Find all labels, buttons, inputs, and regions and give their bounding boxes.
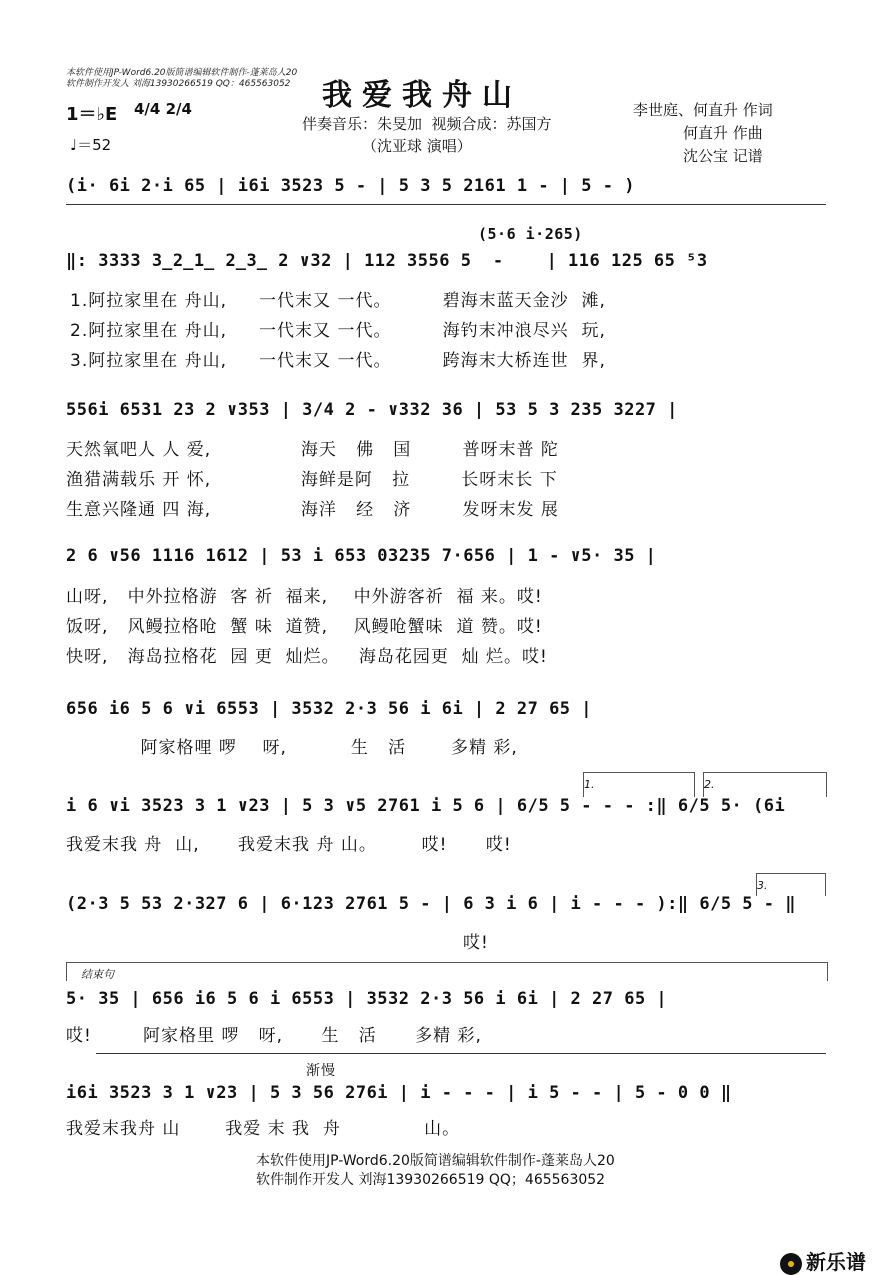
- system-rule: [66, 204, 826, 205]
- notation-system-3: 556i 6531 23 2 ∨353 | 3/4 2 - ∨332 36 | 53 5 3 235 3227 |: [66, 400, 678, 420]
- lyric-line: 山呀, 中外拉格游 客 祈 福来, 中外游客祈 福 来。哎!: [66, 587, 543, 607]
- lyric-line: 快呀, 海岛拉格花 园 更 灿烂。 海岛花园更 灿 烂。哎!: [66, 647, 548, 667]
- notation-system-4: 2 6 ∨56 1116 1612 | 53 i 653 03235 7·656 | 1 - ∨5· 35 |: [66, 546, 657, 566]
- lyric-line: 1.阿拉家里在 舟山, 一代末又 一代。 碧海末蓝天金沙 滩,: [70, 291, 606, 311]
- first-ending-bracket: [583, 772, 695, 797]
- lyric-line: 3.阿拉家里在 舟山, 一代末又 一代。 跨海末大桥连世 界,: [70, 351, 606, 371]
- second-ending-bracket: [703, 772, 827, 797]
- lyric-line: 饭呀, 风鳗拉格呛 蟹 味 道赞, 风鳗呛蟹味 道 赞。哎!: [66, 617, 543, 637]
- ritardando-mark: 渐慢: [306, 1063, 336, 1079]
- lyric-line: 生意兴隆通 四 海, 海洋 经 济 发呀末发 展: [66, 500, 559, 520]
- composer-credit: 何直升 作曲: [683, 124, 763, 142]
- lyricist-credit: 李世庭、何直升 作词: [633, 101, 773, 119]
- notation-system-2: ‖: 3333 3̲2̲1̲ 2̲3̲ 2 ∨32 | 112 3556 5 - | 116 125 65 ⁵3: [66, 251, 708, 271]
- accompaniment-credit: 伴奏音乐：朱旻加 视频合成：苏国方: [302, 115, 552, 133]
- key-signature: 1＝♭E: [66, 104, 118, 125]
- ending-number: 2.: [704, 778, 715, 791]
- notation-system-1: (i· 6i 2·i 65 | i6i 3523 5 - | 5 3 5 2161 1 - | 5 - ): [66, 176, 635, 196]
- footer-line1: 本软件使用JP-Word6.20版简谱编辑软件制作-蓬莱岛人20: [256, 1153, 615, 1169]
- lyric-line: 天然氧吧人 人 爱, 海天 佛 国 普呀末普 陀: [66, 440, 559, 460]
- coda-bracket: [66, 962, 828, 981]
- ending-number: 3.: [757, 879, 768, 892]
- lyric-line: 哎! 阿家格里 啰 呀, 生 活 多精 彩,: [66, 1026, 482, 1046]
- site-logo: [766, 1222, 866, 1275]
- software-note-line1: 本软件使用JP-Word6.20版简谱编辑软件制作-蓬莱岛人20: [66, 68, 298, 78]
- coda-label: 结束句: [81, 968, 114, 981]
- notation-system-7: (2·3 5 53 2·327 6 | 6·123 2761 5 - | 6 3 i 6 | i - - - ):‖ 6/5 5 - ‖: [66, 894, 796, 914]
- notation-system-5: 656 i6 5 6 ∨i 6553 | 3532 2·3 56 i 6i | 2 27 65 |: [66, 699, 593, 719]
- lyric-line: 渔猎满载乐 开 怀, 海鲜是阿 拉 长呀末长 下: [66, 470, 558, 490]
- footer-line2: 软件制作开发人 刘海13930266519 QQ；465563052: [256, 1172, 606, 1188]
- page-title: 我爱我舟山: [322, 78, 522, 113]
- time-signature: 4/4 2/4: [134, 100, 192, 118]
- lyric-line: 2.阿拉家里在 舟山, 一代末又 一代。 海钓末冲浪尽兴 玩,: [70, 321, 606, 341]
- notation-system-6: i 6 ∨i 3523 3 1 ∨23 | 5 3 ∨5 2761 i 5 6 | 6/5 5 - - - :‖ 6/5 5· (6i: [66, 796, 786, 816]
- performer-credit: （沈亚球 演唱）: [362, 137, 472, 155]
- lyric-line: 我爱末我舟 山 我爱 末 我 舟 山。: [66, 1119, 461, 1139]
- tempo-mark: ♩＝52: [70, 136, 112, 154]
- ornament-notes: (5·6 i·265): [478, 225, 583, 243]
- notation-system-9: i6i 3523 3 1 ∨23 | 5 3 56 276i | i - - - | i 5 - - | 5 - 0 0 ‖: [66, 1083, 732, 1103]
- ending-number: 1.: [584, 778, 595, 791]
- notation-system-8: 5· 35 | 656 i6 5 6 i 6553 | 3532 2·3 56 i 6i | 2 27 65 |: [66, 989, 668, 1009]
- software-note-line2: 软件制作开发人 刘海13930266519 QQ：465563052: [66, 79, 291, 89]
- lyric-line: 我爱末我 舟 山, 我爱末我 舟 山。 哎! 哎!: [66, 835, 512, 855]
- lyric-line: 阿家格哩 啰 呀, 生 活 多精 彩,: [70, 738, 518, 758]
- system-rule: [96, 1053, 826, 1054]
- transcriber-credit: 沈公宝 记谱: [683, 147, 763, 165]
- logo-text: 新乐谱: [805, 1250, 866, 1274]
- lyric-line: 哎!: [66, 933, 489, 953]
- third-ending-bracket: [756, 873, 826, 896]
